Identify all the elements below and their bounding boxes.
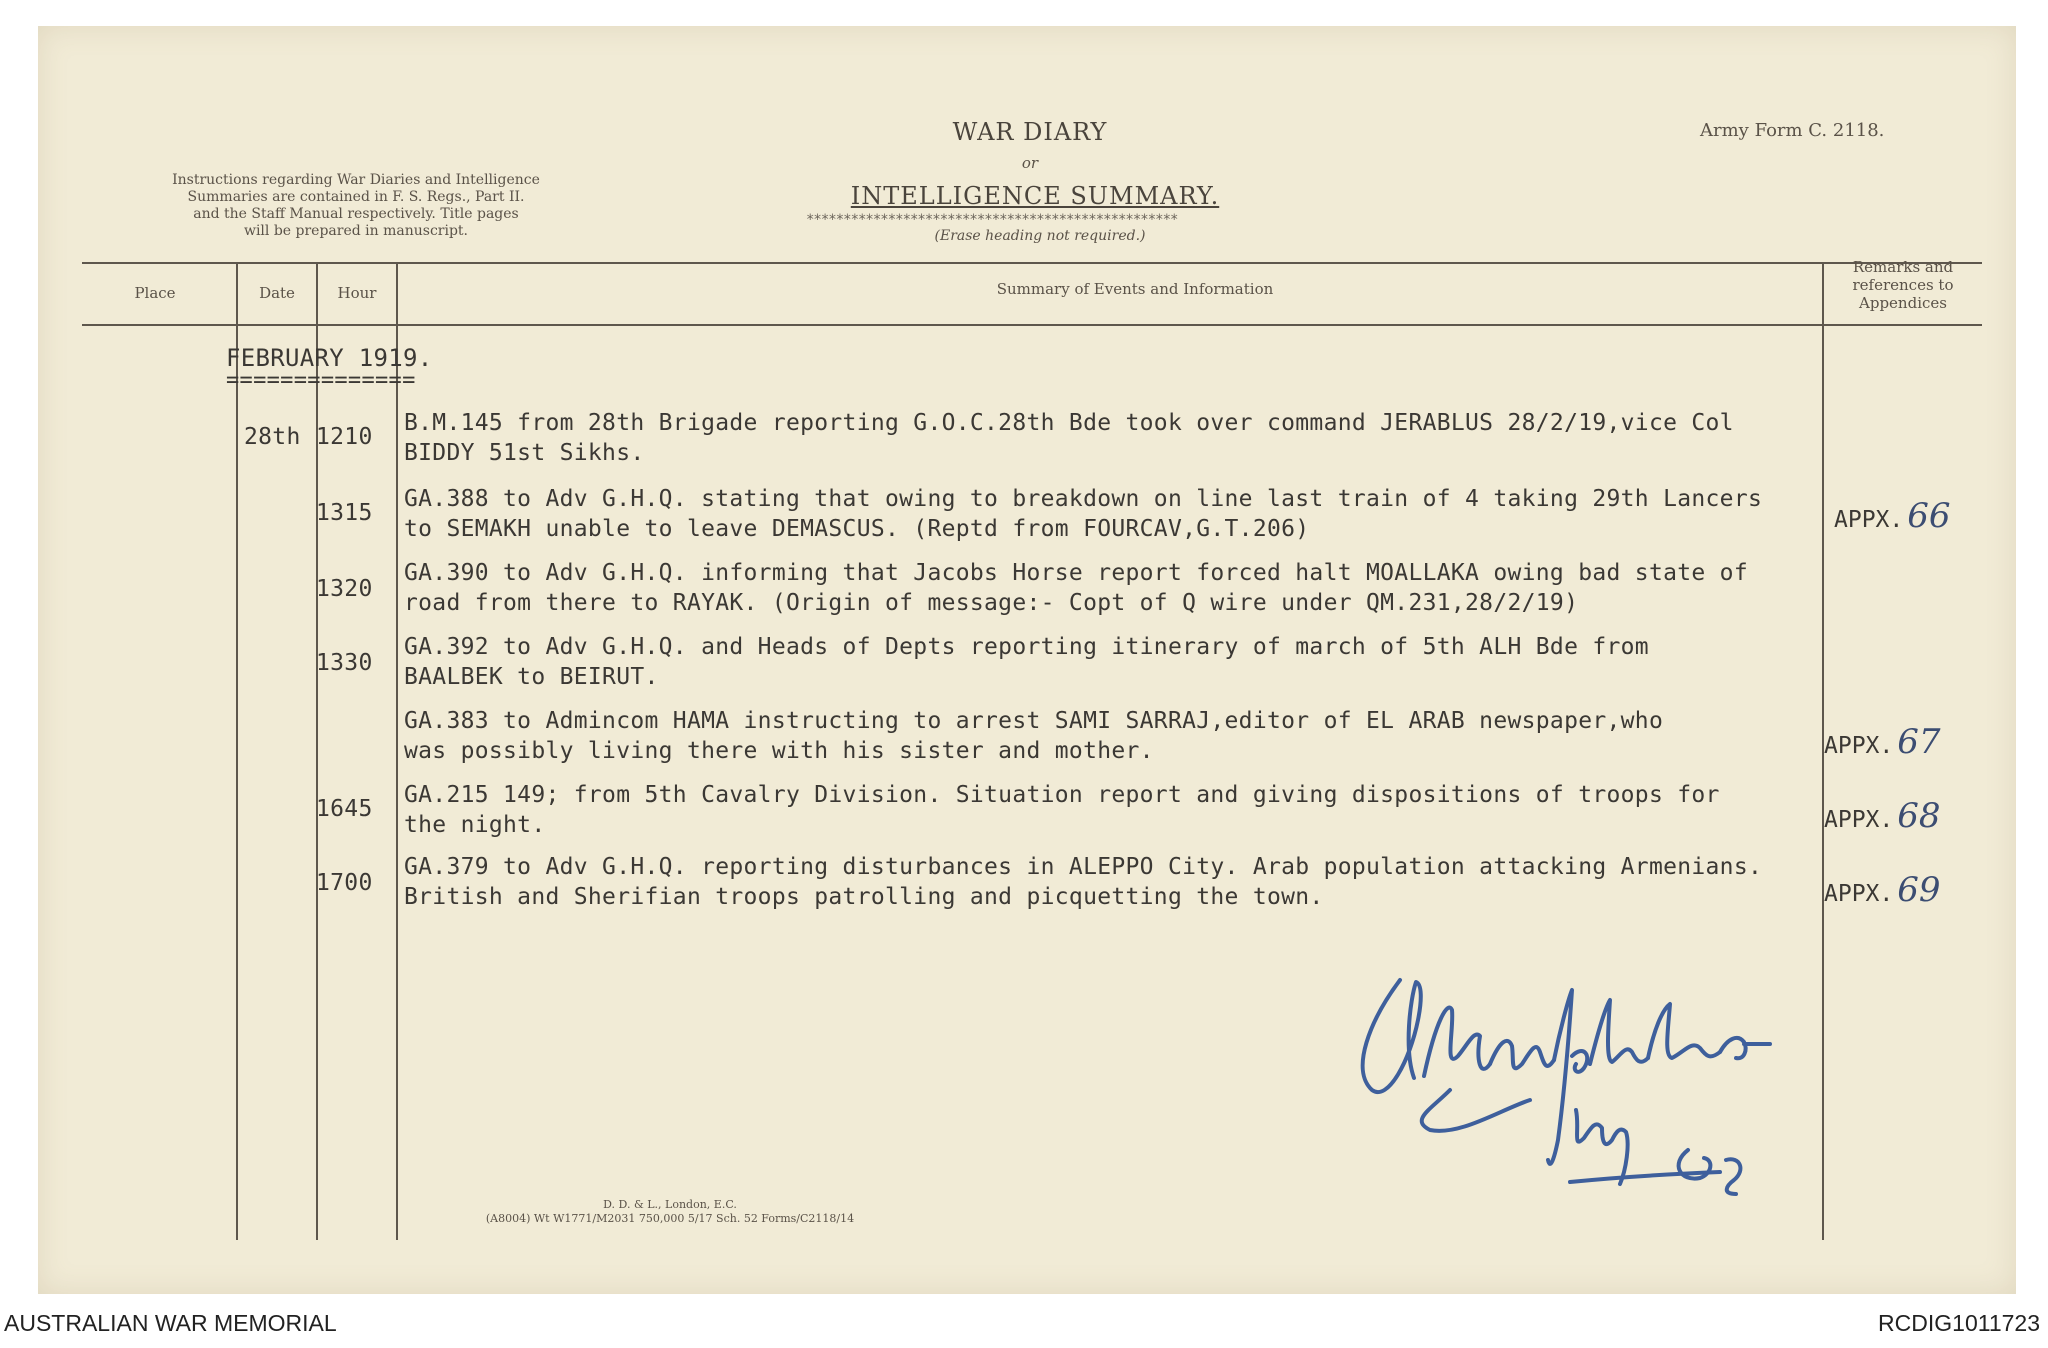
column-header-remarks: Remarks and references to Appendices <box>1852 258 1954 312</box>
column-rule-date <box>316 262 318 1240</box>
entry-text: GA.388 to Adv G.H.Q. stating that owing to breakdown on line last train of 4 taking 29th Lancers to SEMAKH unable to leave DEMASCUS. (Reptd from FOURCAV,G.T.206) <box>404 486 1763 542</box>
appendix-number: 68 <box>1897 796 1941 836</box>
printer-imprint: D. D. & L., London, E.C. (A8004) Wt W1771/M2031 750,000 5/17 Sch. 52 Forms/C2118/14 <box>485 1198 855 1225</box>
instructions-block <box>128 172 584 240</box>
form-title-or: or <box>1021 154 1039 172</box>
footer-record-id: RCDIG1011723 <box>1878 1310 2040 1336</box>
instructions-line: will be prepared in manuscript. <box>243 223 469 239</box>
appendix-number: 69 <box>1897 870 1941 910</box>
column-header-place: Place <box>134 284 176 302</box>
handwritten-signature <box>1340 960 1860 1230</box>
entry-text: GA.390 to Adv G.H.Q. informing that Jacobs Horse report forced halt MOALLAKA owing bad state of road from there to RAYAK. (Origin of message:- Copt of Q wire under QM.231,28/2/19) <box>404 560 1748 616</box>
column-header-date: Date <box>259 284 295 302</box>
month-heading-underline: ============== <box>226 368 416 393</box>
instructions-line: and the Staff Manual respectively. Title pages <box>193 206 519 222</box>
instructions-line: Instructions regarding War Diaries and Intelligence <box>172 172 540 188</box>
footer-source: AUSTRALIAN WAR MEMORIAL <box>4 1310 337 1336</box>
month-heading: FEBRUARY 1919. <box>226 344 433 372</box>
entry-hour: 1315 <box>316 500 373 526</box>
entry-hour: 1700 <box>316 870 373 896</box>
column-rule-hour <box>396 262 398 1240</box>
form-subtitle-stars: ************************************************** <box>806 212 1178 228</box>
form-title: WAR DIARY <box>952 118 1108 146</box>
entry-text: GA.392 to Adv G.H.Q. and Heads of Depts reporting itinerary of march of 5th ALH Bde from BAALBEK to BEIRUT. <box>404 634 1649 690</box>
entry-text: GA.215 149; from 5th Cavalry Division. Situation report and giving dispositions of troops for the night. <box>404 782 1720 838</box>
entry-text: GA.379 to Adv G.H.Q. reporting disturbances in ALEPPO City. Arab population attacking Armenians. British and Sherifian troops patrolling and picquetting the town. <box>404 854 1763 910</box>
entry-hour: 1320 <box>316 576 373 602</box>
entry-text: B.M.145 from 28th Brigade reporting G.O.C.28th Bde took over command JERABLUS 28/2/19,vice Col BIDDY 51st Sikhs. <box>404 410 1734 466</box>
appendix-ref: APPX. 67 <box>1824 722 1941 762</box>
instructions-line: Summaries are contained in F. S. Regs., Part II. <box>187 189 525 205</box>
appendix-number: 66 <box>1907 496 1951 536</box>
entry-text: GA.383 to Admincom HAMA instructing to arrest SAMI SARRAJ,editor of EL ARAB newspaper,who was possibly living there with his sister and mother. <box>404 708 1664 764</box>
appendix-ref: APPX. 69 <box>1824 870 1941 910</box>
appendix-number: 67 <box>1897 722 1941 762</box>
erase-note: (Erase heading not required.) <box>934 228 1146 244</box>
column-header-hour: Hour <box>337 284 377 302</box>
entry-hour: 1330 <box>316 650 373 676</box>
column-header-summary: Summary of Events and Information <box>996 280 1274 298</box>
entry-hour: 1645 <box>316 796 373 822</box>
entry-hour: 1210 <box>316 424 373 450</box>
form-subtitle: INTELLIGENCE SUMMARY. <box>850 182 1220 210</box>
entry-date: 28th <box>244 424 301 450</box>
table-top-rule <box>82 262 1982 264</box>
appendix-ref: APPX. 68 <box>1824 796 1941 836</box>
appendix-ref: APPX. 66 <box>1834 496 1951 536</box>
column-rule-place <box>236 262 238 1240</box>
table-header-rule <box>82 324 1982 326</box>
army-form-number: Army Form C. 2118. <box>1700 120 1885 141</box>
